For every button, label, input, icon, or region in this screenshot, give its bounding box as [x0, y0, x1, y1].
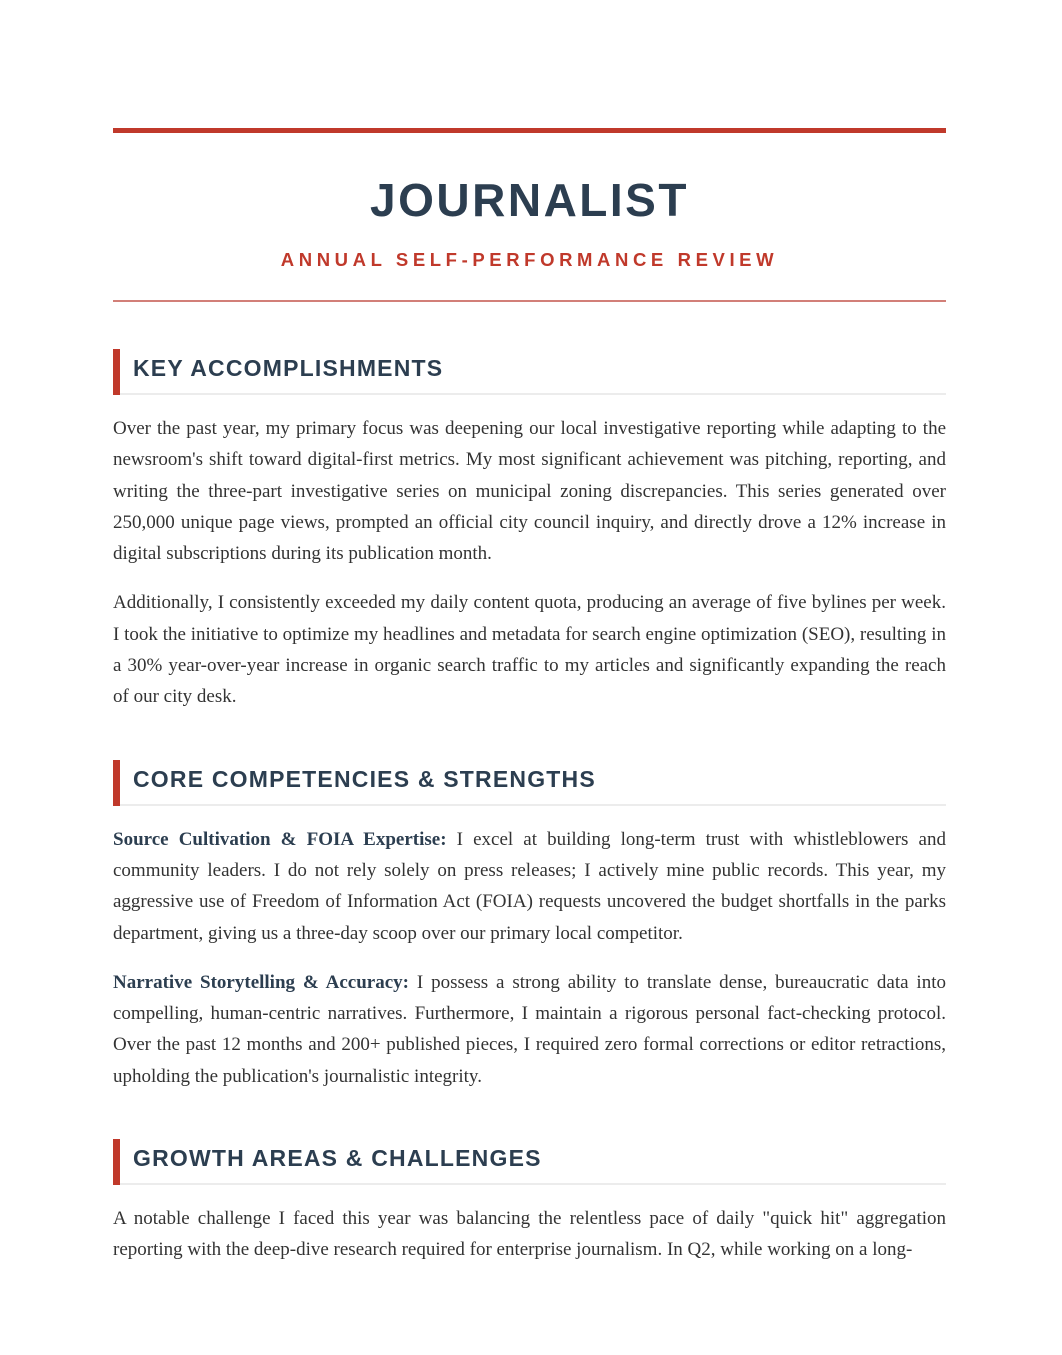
title-divider: [113, 300, 946, 302]
section-accent-bar: [113, 349, 120, 395]
paragraph-text: Additionally, I consistently exceeded my daily content quota, producing an average of five bylines per week. I took the initiative to optimize my headlines and metadata for search engine optimization (SEO), resulting in a 30% year-over-year increase in organic search traffic to my articles and significantly expanding the reach of our city desk.: [113, 592, 946, 708]
paragraph-text: A notable challenge I faced this year was balancing the relentless pace of daily "quick hit" aggregation reporting with the deep-dive research required for enterprise journalism. In Q2, while working on a long-: [113, 1208, 946, 1261]
paragraph: [113, 824, 946, 949]
document-title: JOURNALIST: [370, 174, 689, 226]
review-page: [113, 128, 946, 1266]
paragraph-text: I excel at building long-term trust with whistleblowers and community leaders. I do not rely solely on press releases; I actively mine public records. This year, my aggressive use of Freedom of Information Act (FOIA) requests uncovered the budget shortfalls in the parks department, giving us a three-day scoop over our primary local competitor.: [113, 828, 946, 944]
paragraph-lead: Source Cultivation & FOIA Expertise:: [113, 828, 447, 850]
section-key-accomplishments: [113, 349, 946, 713]
section-heading: CORE COMPETENCIES & STRENGTHS: [133, 765, 596, 792]
section-core-competencies: [113, 760, 946, 1092]
paragraph-lead: Narrative Storytelling & Accuracy:: [113, 971, 409, 993]
paragraph: [113, 413, 946, 569]
section-header: [113, 1139, 946, 1185]
document-subtitle: ANNUAL SELF-PERFORMANCE REVIEW: [280, 249, 779, 270]
top-accent-rule: [113, 128, 946, 133]
section-heading: GROWTH AREAS & CHALLENGES: [133, 1145, 542, 1172]
section-header: [113, 349, 946, 395]
paragraph: [113, 1203, 946, 1266]
section-accent-bar: [113, 1139, 120, 1185]
paragraph: [113, 967, 946, 1092]
paragraph: [113, 587, 946, 712]
section-heading: KEY ACCOMPLISHMENTS: [133, 355, 444, 381]
paragraph-text: I possess a strong ability to translate dense, bureaucratic data into compelling, human-centric narratives. Furthermore, I maintain a rigorous personal fact-checking protocol. Over the past 12 months and 200+ published pieces, I required zero formal corrections or editor retractions, upholding the publication's journalistic integrity.: [113, 971, 946, 1087]
section-header: [113, 760, 946, 806]
section-growth-areas: [113, 1139, 946, 1266]
section-accent-bar: [113, 760, 120, 806]
paragraph-text: Over the past year, my primary focus was deepening our local investigative reporting while adapting to the newsroom's shift toward digital-first metrics. My most significant achievement was pitching, reporting, and writing the three-part investigative series on municipal zoning discrepancies. This series generated over 250,000 unique page views, prompted an official city council inquiry, and directly drove a 12% increase in digital subscriptions during its publication month.: [113, 418, 946, 565]
